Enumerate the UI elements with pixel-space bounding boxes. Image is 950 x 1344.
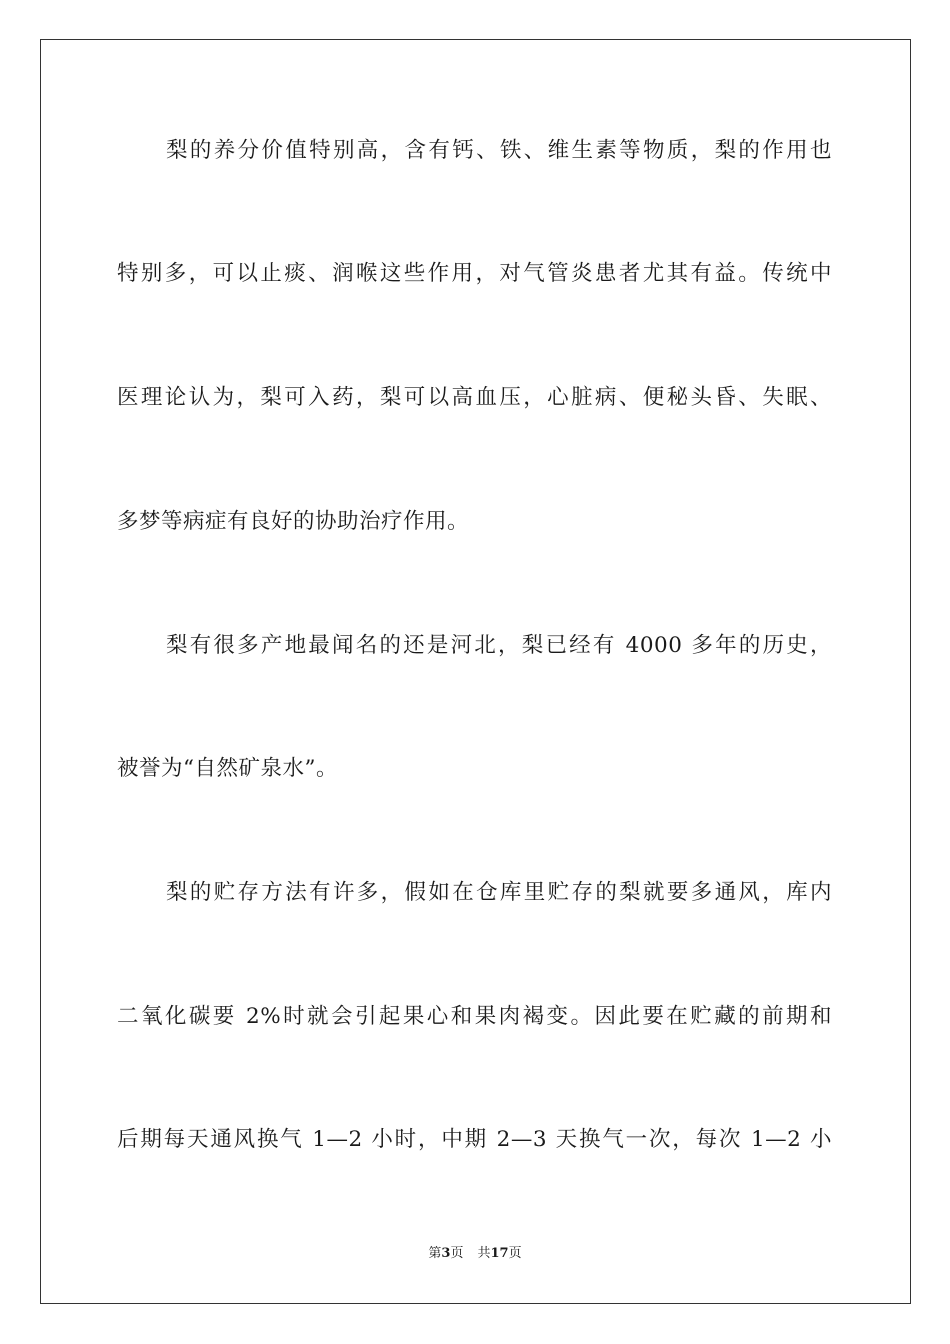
total-prefix: 共 xyxy=(477,1246,491,1261)
page-number: 3 xyxy=(441,1246,451,1261)
page-border xyxy=(40,39,911,1304)
paragraph-3-line-2: 二氧化碳要 2%时就会引起果心和果肉褐变。因此要在贮藏的前期和 xyxy=(117,1004,832,1029)
paragraph-1-line-4: 多梦等病症有良好的协助治疗作用。 xyxy=(117,509,470,534)
paragraph-1-line-1: 梨的养分价值特别高，含有钙、铁、维生素等物质，梨的作用也 xyxy=(166,138,832,163)
page-suffix: 页 xyxy=(450,1246,464,1261)
paragraph-1-line-3: 医理论认为，梨可入药，梨可以高血压，心脏病、便秘头昏、失眠、 xyxy=(117,385,832,410)
total-suffix: 页 xyxy=(508,1246,522,1261)
paragraph-2-line-1: 梨有很多产地最闻名的还是河北，梨已经有 4000 多年的历史， xyxy=(166,633,832,658)
page-prefix: 第 xyxy=(428,1246,442,1261)
paragraph-1-line-2: 特别多，可以止痰、润喉这些作用，对气管炎患者尤其有益。传统中 xyxy=(117,261,832,286)
paragraph-3-line-1: 梨的贮存方法有许多，假如在仓库里贮存的梨就要多通风，库内 xyxy=(166,880,832,905)
paragraph-2-line-2: 被誉为“自然矿泉水”。 xyxy=(117,756,338,781)
page-footer xyxy=(0,1245,950,1263)
total-pages: 17 xyxy=(490,1246,509,1261)
paragraph-3-line-3: 后期每天通风换气 1—2 小时，中期 2—3 天换气一次，每次 1—2 小 xyxy=(117,1127,832,1152)
